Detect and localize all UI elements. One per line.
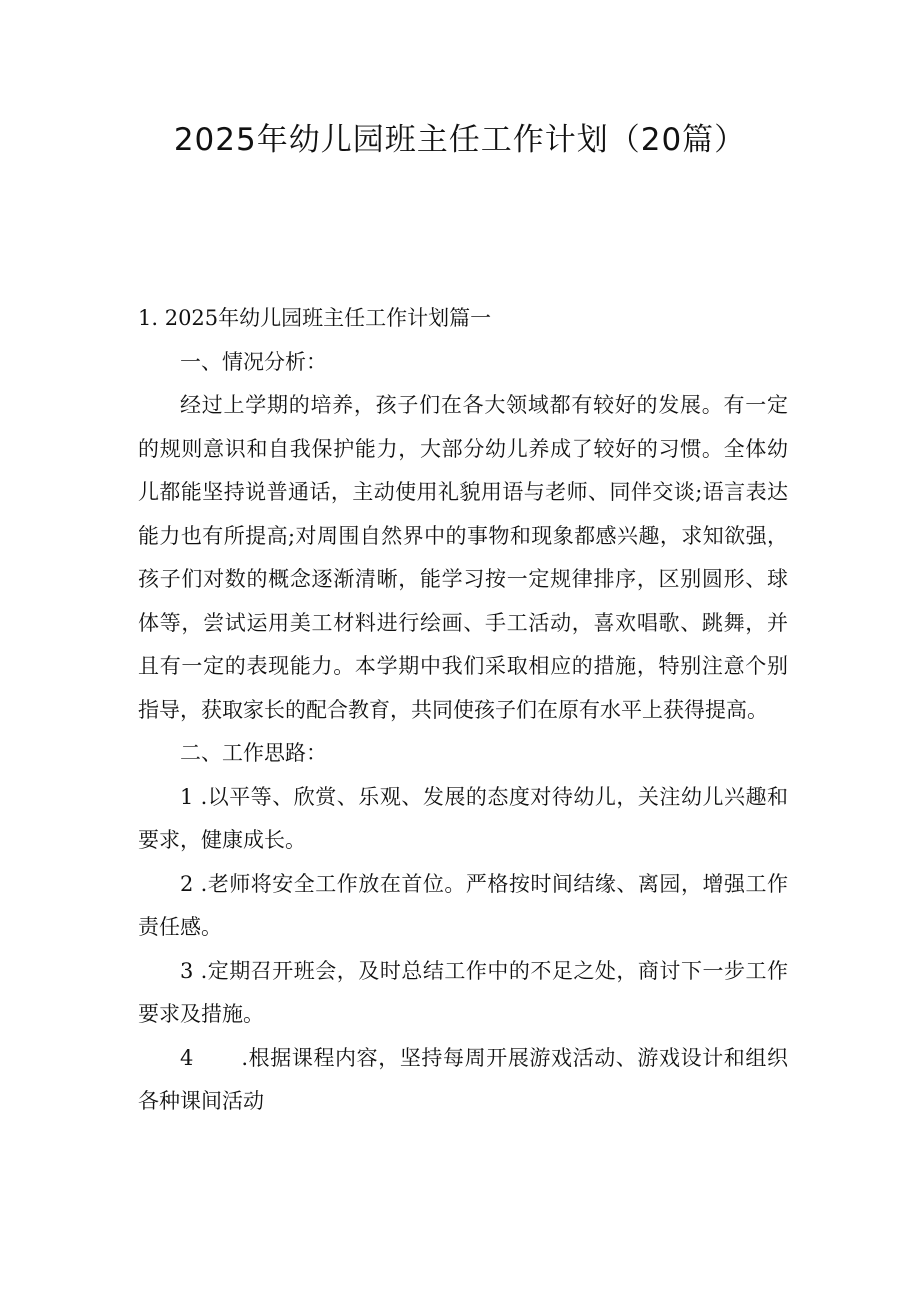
- list-item-number: 1: [180, 784, 194, 809]
- list-item-2: [138, 863, 788, 950]
- list-item-text: .定期召开班会，及时总结工作中的不足之处，商讨下一步工作要求及措施。: [138, 958, 788, 1026]
- list-item-number: 4: [180, 1045, 194, 1070]
- list-item-3: [138, 950, 788, 1037]
- heading-situation-analysis: 一、情况分析：: [180, 349, 327, 374]
- list-item-text: .根据课程内容，坚持每周开展游戏活动、游戏设计和组织各种课间活动: [138, 1045, 788, 1113]
- heading-work-ideas: 二、工作思路：: [180, 741, 327, 765]
- list-item-4: [138, 1037, 788, 1124]
- list-item-1: [138, 776, 788, 863]
- document-body: [138, 297, 788, 1124]
- list-item-number: 3: [180, 958, 194, 983]
- section-title: 1. 2025年幼儿园班主任工作计划篇一: [138, 306, 492, 330]
- paragraph-situation-analysis: 经过上学期的培养，孩子们在各大领域都有较好的发展。有一定的规则意识和自我保护能力，大部分幼儿养成了较好的习惯。全体幼儿都能坚持说普通话，主动使用礼貌用语与老师、同伴交谈;语言表达能力也有所提高;对周围自然界中的事物和现象都感兴趣，求知欲强，孩子们对数的概念逐渐清晰，能学习按一定规律排序，区别圆形、球体等，尝试运用美工材料进行绘画、手工活动，喜欢唱歌、跳舞，并且有一定的表现能力。本学期中我们采取相应的措施，特别注意个别指导，获取家长的配合教育，共同使孩子们在原有水平上获得提高。: [138, 393, 788, 722]
- list-item-text: .以平等、欣赏、乐观、发展的态度对待幼儿，关注幼儿兴趣和要求，健康成长。: [138, 784, 788, 852]
- document-title: 2025年幼儿园班主任工作计划（20篇）: [173, 122, 747, 158]
- list-item-number: 2: [180, 871, 194, 896]
- list-item-text: .老师将安全工作放在首位。严格按时间结缘、离园，增强工作责任感。: [138, 871, 788, 939]
